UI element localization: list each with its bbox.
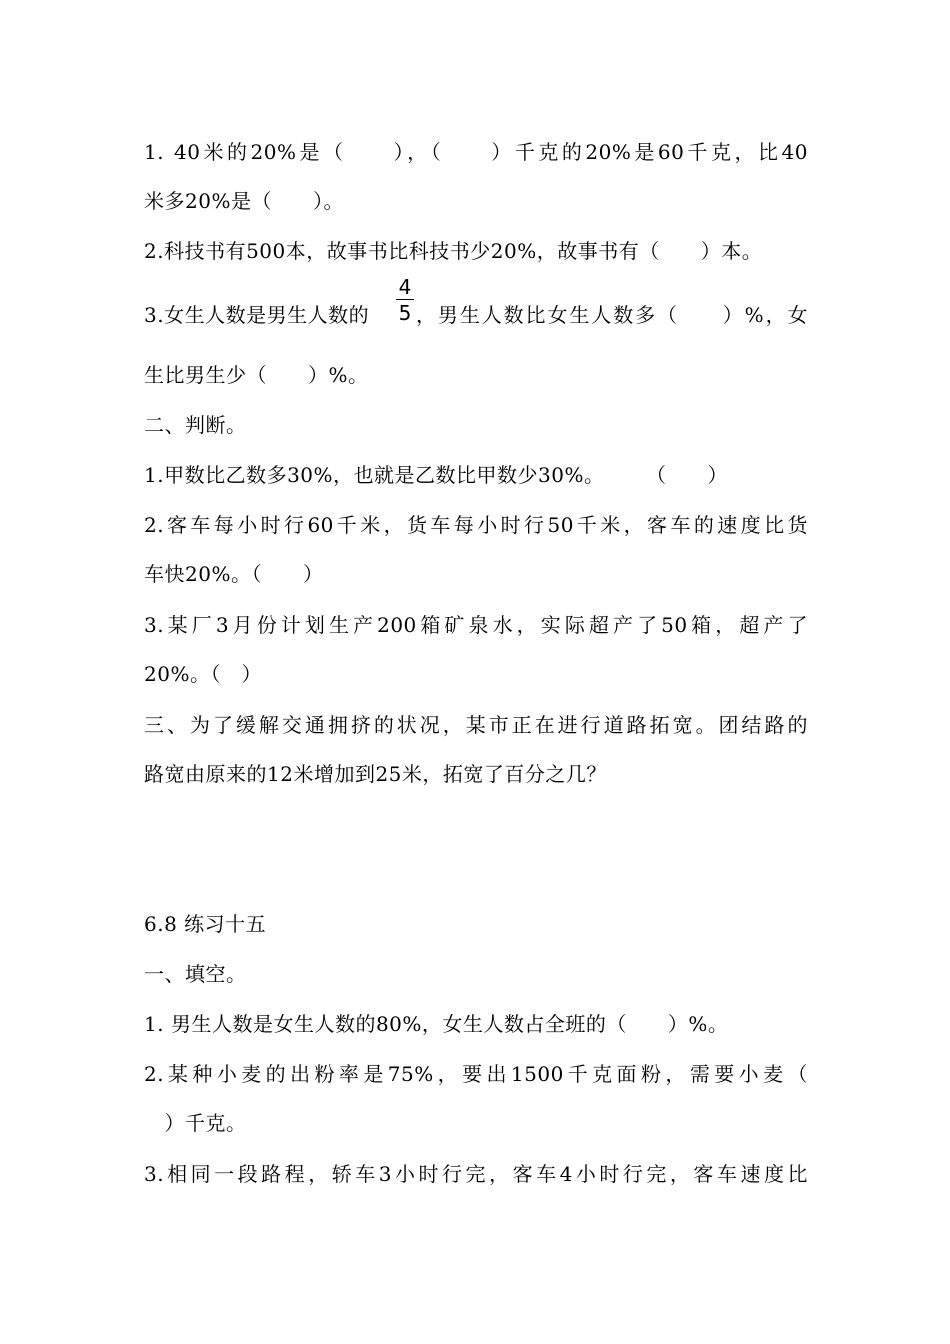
judge-q2-line-1: 2.客车每小时行60千米，货车每小时行50千米，客车的速度比货: [144, 513, 808, 537]
fraction-numerator: 4: [398, 275, 412, 299]
q1-line-2: 米多20%是（ ）。: [144, 189, 344, 213]
q2-line: 2.科技书有500本，故事书比科技书少20%，故事书有（ ）本。: [144, 239, 763, 263]
lesson-title: 6.8 练习十五: [144, 912, 267, 936]
section-2-heading: 二、判断。: [144, 413, 247, 437]
section-3-line-1: 三、为了缓解交通拥挤的状况，某市正在进行道路拓宽。团结路的: [144, 713, 808, 737]
judge-q3-line-2: 20%。（ ）: [144, 662, 262, 686]
judge-q2-line-2: 车快20%。（ ）: [144, 562, 324, 586]
q3-line-1-end: ，男生人数比女生人数多（ ）%，女: [416, 303, 808, 327]
section-3-line-2: 路宽由原来的12米增加到25米，拓宽了百分之几？: [144, 762, 607, 786]
fill-q1: 1. 男生人数是女生人数的80%，女生人数占全班的（ ）%。: [144, 1012, 729, 1036]
q3-line-2: 生比男生少（ ）%。: [144, 363, 369, 387]
fill-q2-line-2: ）千克。: [144, 1111, 247, 1135]
fill-q2-line-1: 2.某种小麦的出粉率是75%，要出1500千克面粉，需要小麦（: [144, 1062, 808, 1086]
fraction-four-fifths: [396, 277, 414, 323]
fraction-bar: [396, 299, 414, 300]
judge-q3-line-1: 3.某厂3月份计划生产200箱矿泉水，实际超产了50箱，超产了: [144, 613, 808, 637]
fill-q3-line-1: 3.相同一段路程，轿车3小时行完，客车4小时行完，客车速度比: [144, 1162, 808, 1186]
q1-line-1: 1. 40米的20%是（ ），（ ）千克的20%是60千克，比40: [144, 140, 808, 164]
fill-heading: 一、填空。: [144, 962, 247, 986]
judge-q1: 1.甲数比乙数多30%，也就是乙数比甲数少30%。 （ ）: [144, 463, 728, 487]
fraction-denominator: 5: [398, 301, 412, 325]
q3-line-1-start: 3.女生人数是男生人数的: [144, 303, 370, 327]
